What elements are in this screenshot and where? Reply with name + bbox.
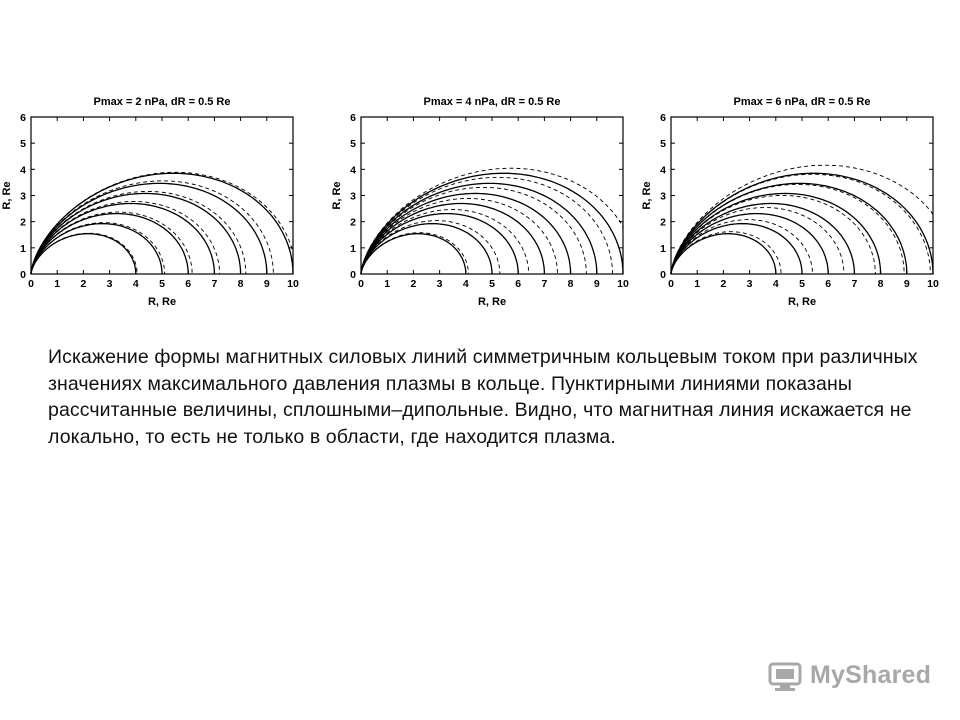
y-tick-label: 0	[20, 269, 26, 281]
y-tick-label: 4	[20, 164, 26, 177]
y-tick-label: 2	[20, 216, 26, 229]
y-tick-label: 2	[350, 216, 356, 229]
myshared-logo-icon	[766, 656, 804, 694]
x-tick-label: 4	[772, 278, 779, 290]
x-tick-label: 7	[541, 278, 548, 290]
x-tick-label: 7	[211, 278, 218, 290]
y-tick-label: 6	[20, 112, 26, 124]
x-tick-label: 3	[436, 278, 443, 290]
field-line-computed	[671, 165, 933, 274]
x-tick-label: 8	[237, 278, 244, 290]
chart-svg	[0, 90, 300, 320]
x-tick-label: 5	[489, 278, 495, 290]
y-tick-label: 6	[350, 112, 356, 124]
x-tick-label: 0	[28, 278, 34, 290]
x-tick-label: 2	[410, 278, 417, 290]
plot-frame	[671, 117, 933, 274]
field-line-computed	[671, 174, 930, 274]
x-tick-label: 7	[851, 278, 858, 290]
x-axis-label: R, Re	[787, 296, 817, 308]
x-tick-label: 4	[132, 278, 139, 290]
x-axis-label: R, Re	[477, 296, 507, 308]
x-tick-label: 6	[515, 278, 522, 290]
x-tick-label: 8	[877, 278, 884, 290]
plot-pmax-2	[0, 90, 300, 320]
chart-title: Pmax = 6 nPa, dR = 0.5 Re	[733, 96, 871, 108]
y-tick-label: 1	[350, 242, 356, 255]
x-tick-label: 9	[593, 278, 600, 290]
x-tick-label: 1	[54, 278, 61, 290]
chart-title: Pmax = 2 nPa, dR = 0.5 Re	[93, 96, 231, 108]
y-tick-label: 1	[660, 242, 666, 255]
x-tick-label: 10	[617, 278, 629, 290]
myshared-logo	[766, 655, 931, 695]
x-tick-label: 2	[80, 278, 87, 290]
chart-svg	[330, 90, 630, 320]
y-tick-label: 4	[350, 164, 356, 177]
field-line-dipole	[361, 183, 597, 274]
y-tick-label: 4	[660, 164, 666, 177]
x-tick-label: 0	[668, 278, 674, 290]
x-tick-label: 10	[287, 278, 299, 290]
y-tick-label: 1	[20, 242, 26, 255]
plot-frame	[31, 117, 293, 274]
x-tick-label: 8	[567, 278, 574, 290]
y-tick-label: 3	[350, 190, 356, 203]
figure-caption: Искажение формы магнитных силовых линий симметричным кольцевым током при различных значениях максимального давления плазмы в кольце. Пунктирными линиями показаны рассчитанные величины, сплошными–дипольные. Видно, что магнитная линия искажается не локально, то есть не только в области, где находится плазма.	[48, 346, 918, 448]
x-tick-label: 0	[358, 278, 364, 290]
y-tick-label: 0	[660, 269, 666, 281]
field-line-dipole	[671, 183, 907, 274]
x-tick-label: 5	[159, 278, 165, 290]
x-tick-label: 4	[462, 278, 469, 290]
x-tick-label: 10	[927, 278, 939, 290]
y-tick-label: 5	[660, 138, 666, 151]
y-tick-label: 6	[660, 112, 666, 124]
y-axis-label: R, Re	[331, 181, 343, 210]
x-axis-label: R, Re	[147, 296, 177, 308]
field-line-computed	[361, 177, 613, 274]
plot-pmax-6	[640, 90, 940, 320]
y-axis-label: R, Re	[1, 181, 13, 210]
y-tick-label: 5	[20, 138, 26, 151]
y-tick-label: 0	[350, 269, 356, 281]
field-line-dipole	[671, 173, 933, 274]
plot-frame	[361, 117, 623, 274]
x-tick-label: 1	[694, 278, 701, 290]
x-tick-label: 6	[825, 278, 832, 290]
y-tick-label: 3	[20, 190, 26, 203]
x-tick-label: 9	[263, 278, 270, 290]
x-tick-label: 2	[720, 278, 727, 290]
x-tick-label: 9	[903, 278, 910, 290]
y-tick-label: 2	[660, 216, 666, 229]
x-tick-label: 3	[746, 278, 753, 290]
x-tick-label: 3	[106, 278, 113, 290]
field-line-dipole	[31, 183, 267, 274]
y-axis-label: R, Re	[641, 181, 653, 210]
y-tick-label: 5	[350, 138, 356, 151]
chart-title: Pmax = 4 nPa, dR = 0.5 Re	[423, 96, 561, 108]
field-line-computed	[671, 184, 904, 274]
x-tick-label: 6	[185, 278, 192, 290]
chart-svg	[640, 90, 940, 320]
x-tick-label: 1	[384, 278, 391, 290]
y-tick-label: 3	[660, 190, 666, 203]
x-tick-label: 5	[799, 278, 805, 290]
logo-text: MyShared	[810, 660, 932, 689]
plot-pmax-4	[330, 90, 630, 320]
field-line-computed	[361, 221, 500, 274]
